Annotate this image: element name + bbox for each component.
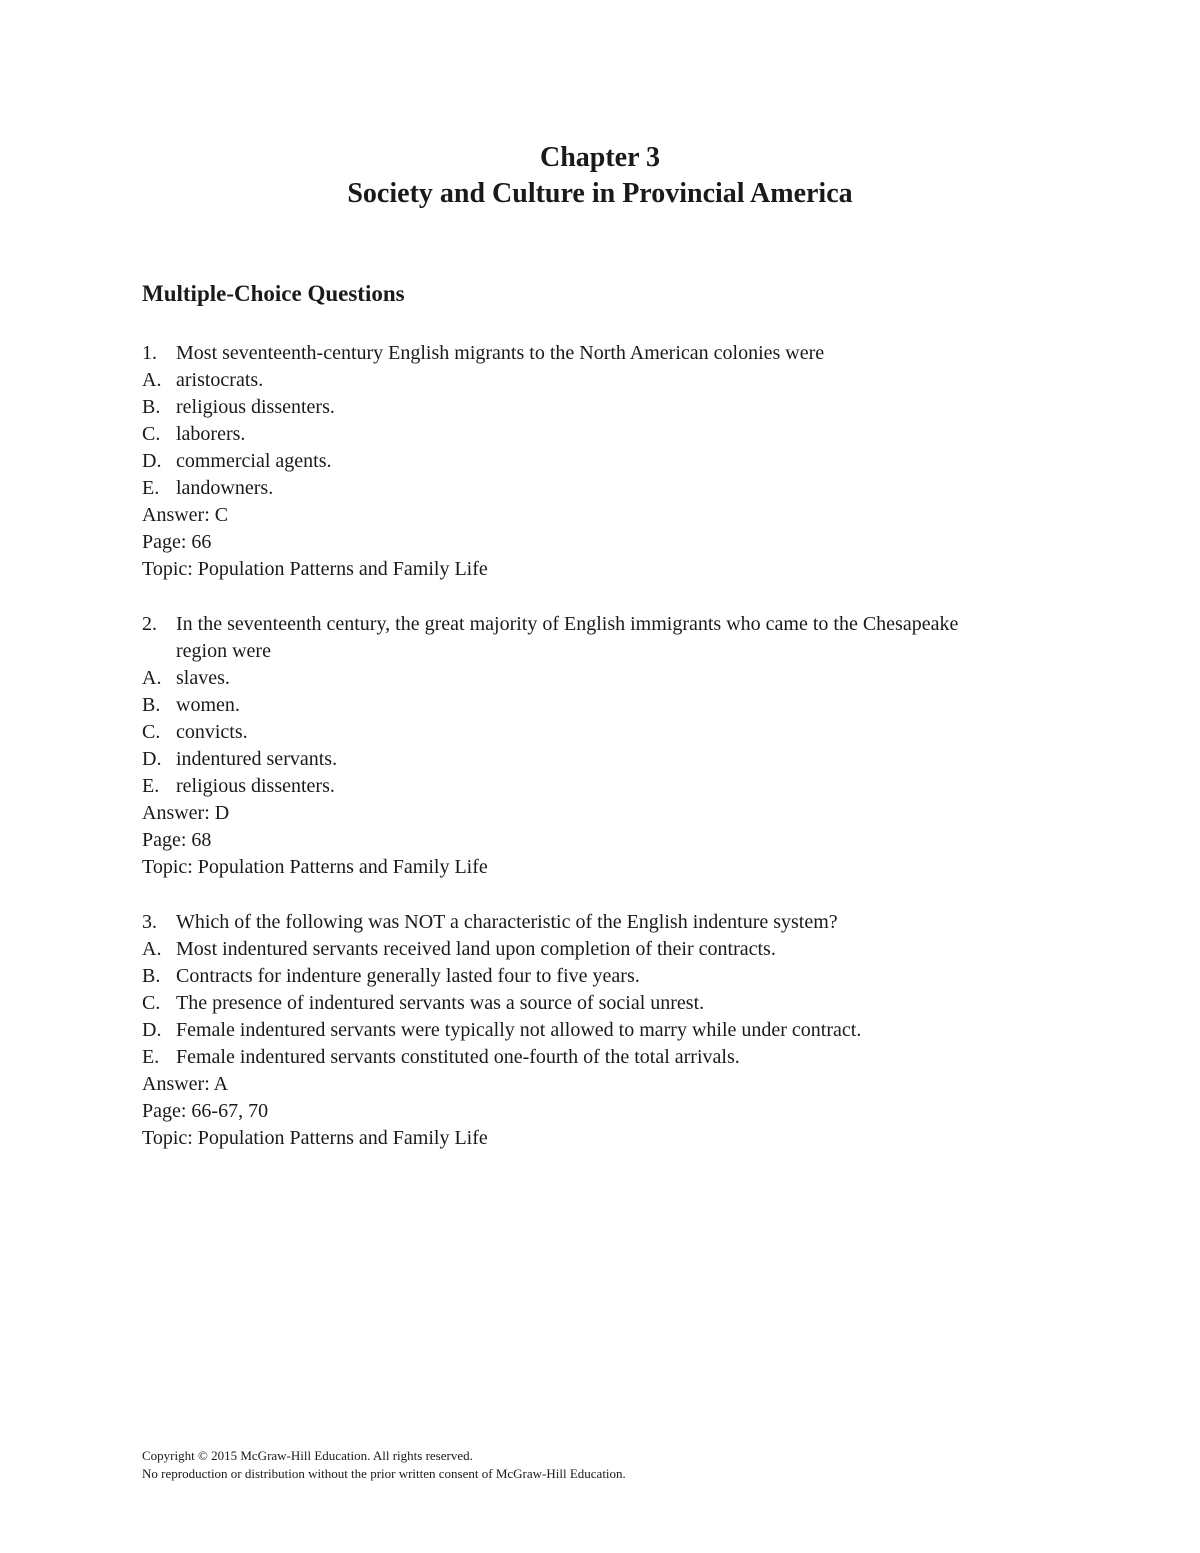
- option-a: [142, 367, 1042, 394]
- option-text: religious dissenters.: [176, 396, 335, 418]
- copyright-footer: [142, 1447, 626, 1483]
- option-c: [142, 990, 1102, 1017]
- option-letter: E.: [142, 1046, 160, 1068]
- question-stem: [142, 340, 1042, 367]
- page-line: Page: 66-67, 70: [142, 1100, 269, 1122]
- chapter-number: Chapter 3: [539, 142, 661, 173]
- option-text: Female indentured servants constituted one-fourth of the total arrivals.: [176, 1046, 740, 1068]
- chapter-title: [0, 140, 1200, 212]
- question-1: [142, 340, 1042, 583]
- option-text: Female indentured servants were typically not allowed to marry while under contract.: [176, 1019, 862, 1041]
- option-d: [142, 746, 1042, 773]
- option-letter: A.: [142, 369, 162, 391]
- option-letter: A.: [142, 667, 162, 689]
- option-letter: A.: [142, 938, 162, 960]
- answer-line: Answer: C: [142, 504, 229, 526]
- option-text: landowners.: [176, 477, 274, 499]
- option-b: [142, 963, 1102, 990]
- question-text: In the seventeenth century, the great majority of English immigrants who came to the Chesapeake region were: [176, 613, 959, 662]
- option-text: commercial agents.: [176, 450, 332, 472]
- option-b: [142, 394, 1042, 421]
- question-number: 3.: [142, 911, 157, 933]
- answer-line: Answer: A: [142, 1073, 229, 1095]
- option-text: Contracts for indenture generally lasted four to five years.: [176, 965, 640, 987]
- option-text: laborers.: [176, 423, 246, 445]
- option-text: indentured servants.: [176, 748, 338, 770]
- page-line: Page: 68: [142, 829, 212, 851]
- option-text: aristocrats.: [176, 369, 264, 391]
- option-a: [142, 665, 1042, 692]
- option-b: [142, 692, 1042, 719]
- option-e: [142, 475, 1042, 502]
- option-c: [142, 719, 1042, 746]
- reproduction-notice: No reproduction or distribution without the prior written consent of McGraw-Hill Education.: [142, 1466, 626, 1481]
- option-text: religious dissenters.: [176, 775, 335, 797]
- topic-line: Topic: Population Patterns and Family Life: [142, 558, 488, 580]
- section-heading: Multiple-Choice Questions: [142, 281, 405, 306]
- question-text: Most seventeenth-century English migrants to the North American colonies were: [176, 342, 825, 364]
- question-3: [142, 909, 1102, 1152]
- option-letter: B.: [142, 396, 161, 418]
- option-c: [142, 421, 1042, 448]
- copyright-line: Copyright © 2015 McGraw-Hill Education. All rights reserved.: [142, 1448, 473, 1463]
- option-letter: D.: [142, 450, 162, 472]
- question-stem: [142, 909, 1102, 936]
- option-e: [142, 773, 1042, 800]
- question-text: Which of the following was NOT a characteristic of the English indenture system?: [176, 911, 838, 933]
- option-d: [142, 1017, 1102, 1044]
- topic-line: Topic: Population Patterns and Family Life: [142, 856, 488, 878]
- question-number: 2.: [142, 613, 157, 635]
- topic-line: Topic: Population Patterns and Family Life: [142, 1127, 488, 1149]
- option-text: The presence of indentured servants was a source of social unrest.: [176, 992, 705, 1014]
- question-stem: [142, 611, 1042, 665]
- option-d: [142, 448, 1042, 475]
- option-letter: E.: [142, 477, 160, 499]
- option-letter: B.: [142, 694, 161, 716]
- option-text: convicts.: [176, 721, 248, 743]
- option-a: [142, 936, 1102, 963]
- option-e: [142, 1044, 1102, 1071]
- option-letter: D.: [142, 1019, 162, 1041]
- chapter-name: Society and Culture in Provincial America: [347, 178, 853, 209]
- option-letter: B.: [142, 965, 161, 987]
- question-number: 1.: [142, 342, 157, 364]
- option-letter: C.: [142, 721, 161, 743]
- option-text: Most indentured servants received land upon completion of their contracts.: [176, 938, 776, 960]
- option-letter: E.: [142, 775, 160, 797]
- page-line: Page: 66: [142, 531, 212, 553]
- option-letter: D.: [142, 748, 162, 770]
- option-letter: C.: [142, 423, 161, 445]
- question-2: [142, 611, 1042, 881]
- option-text: women.: [176, 694, 240, 716]
- option-text: slaves.: [176, 667, 230, 689]
- answer-line: Answer: D: [142, 802, 230, 824]
- option-letter: C.: [142, 992, 161, 1014]
